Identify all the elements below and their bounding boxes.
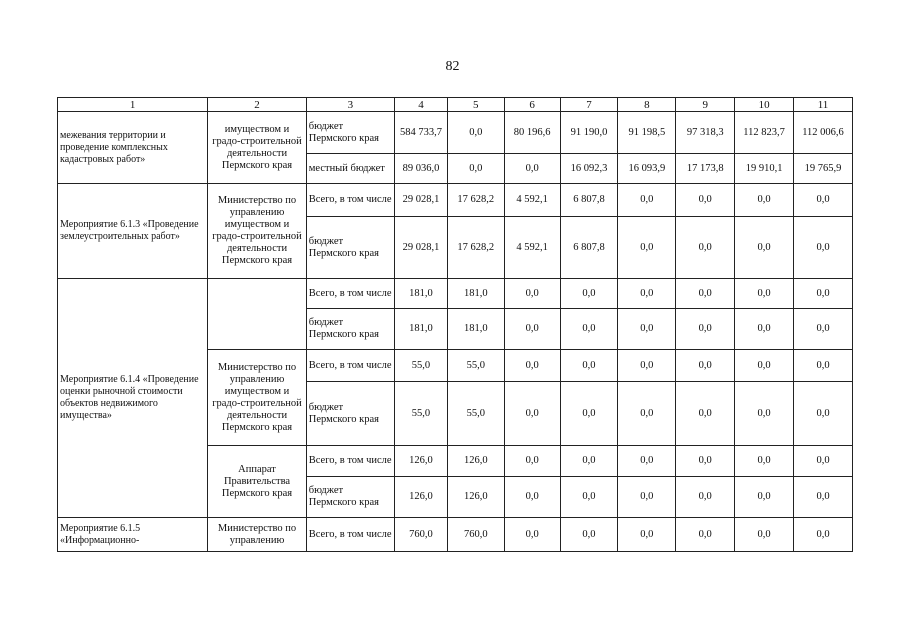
value-cell: 0,0: [504, 446, 560, 477]
column-header: 11: [794, 98, 853, 112]
value-cell: 181,0: [447, 309, 504, 350]
value-cell: 0,0: [618, 382, 676, 446]
value-cell: 0,0: [735, 279, 794, 309]
executor-name: [208, 279, 306, 350]
value-cell: 19 765,9: [794, 154, 853, 184]
value-cell: 0,0: [794, 518, 853, 552]
value-cell: 0,0: [618, 184, 676, 217]
value-cell: 181,0: [395, 279, 448, 309]
value-cell: 0,0: [560, 477, 618, 518]
value-cell: 0,0: [504, 350, 560, 382]
value-cell: 19 910,1: [735, 154, 794, 184]
value-cell: 0,0: [504, 279, 560, 309]
value-cell: 0,0: [618, 309, 676, 350]
value-cell: 16 093,9: [618, 154, 676, 184]
value-cell: 0,0: [618, 446, 676, 477]
value-cell: 6 807,8: [560, 184, 618, 217]
column-header: 3: [306, 98, 394, 112]
value-cell: 0,0: [618, 279, 676, 309]
funding-source: Всего, в том числе: [306, 518, 394, 552]
header-row: [58, 98, 853, 112]
value-cell: 4 592,1: [504, 184, 560, 217]
table-row: [58, 279, 853, 309]
funding-source: Всего, в том числе: [306, 279, 394, 309]
value-cell: 0,0: [676, 382, 735, 446]
value-cell: 0,0: [794, 309, 853, 350]
value-cell: 0,0: [504, 382, 560, 446]
value-cell: 80 196,6: [504, 112, 560, 154]
funding-source: Всего, в том числе: [306, 184, 394, 217]
value-cell: 0,0: [794, 184, 853, 217]
value-cell: 29 028,1: [395, 184, 448, 217]
value-cell: 0,0: [735, 518, 794, 552]
value-cell: 17 628,2: [447, 217, 504, 279]
funding-source: местный бюджет: [306, 154, 394, 184]
value-cell: 55,0: [447, 350, 504, 382]
value-cell: 0,0: [618, 477, 676, 518]
column-header: 6: [504, 98, 560, 112]
funding-source: Всего, в том числе: [306, 446, 394, 477]
value-cell: 0,0: [794, 217, 853, 279]
value-cell: 760,0: [447, 518, 504, 552]
value-cell: 760,0: [395, 518, 448, 552]
value-cell: 584 733,7: [395, 112, 448, 154]
value-cell: 126,0: [447, 446, 504, 477]
value-cell: 126,0: [395, 446, 448, 477]
value-cell: 0,0: [676, 477, 735, 518]
value-cell: 0,0: [794, 279, 853, 309]
value-cell: 29 028,1: [395, 217, 448, 279]
column-header: 8: [618, 98, 676, 112]
executor-name: Министерство по управлению имуществом и градо-строительной деятельности Пермского края: [208, 184, 306, 279]
value-cell: 55,0: [395, 350, 448, 382]
column-header: 7: [560, 98, 618, 112]
table-row: [58, 518, 853, 552]
value-cell: 0,0: [676, 309, 735, 350]
value-cell: 17 628,2: [447, 184, 504, 217]
value-cell: 0,0: [735, 184, 794, 217]
value-cell: 0,0: [447, 112, 504, 154]
value-cell: 0,0: [447, 154, 504, 184]
value-cell: 17 173,8: [676, 154, 735, 184]
executor-name: Министерство по управлению: [208, 518, 306, 552]
value-cell: 0,0: [560, 309, 618, 350]
value-cell: 0,0: [676, 350, 735, 382]
value-cell: 0,0: [618, 350, 676, 382]
column-header: 2: [208, 98, 306, 112]
funding-source: бюджет Пермского края: [306, 112, 394, 154]
funding-source: бюджет Пермского края: [306, 382, 394, 446]
value-cell: 0,0: [735, 446, 794, 477]
value-cell: 0,0: [676, 217, 735, 279]
value-cell: 0,0: [560, 518, 618, 552]
value-cell: 55,0: [447, 382, 504, 446]
value-cell: 89 036,0: [395, 154, 448, 184]
activity-name: Мероприятие 6.1.4 «Проведение оценки рыночной стоимости объектов недвижимого имущества»: [58, 279, 208, 518]
activity-name: Мероприятие 6.1.3 «Проведение землеустроительных работ»: [58, 184, 208, 279]
value-cell: 0,0: [618, 518, 676, 552]
value-cell: 0,0: [560, 350, 618, 382]
value-cell: 55,0: [395, 382, 448, 446]
funding-source: бюджет Пермского края: [306, 217, 394, 279]
value-cell: 4 592,1: [504, 217, 560, 279]
value-cell: 0,0: [794, 382, 853, 446]
value-cell: 181,0: [447, 279, 504, 309]
funding-source: Всего, в том числе: [306, 350, 394, 382]
funding-source: бюджет Пермского края: [306, 477, 394, 518]
value-cell: 0,0: [735, 477, 794, 518]
column-header: 4: [395, 98, 448, 112]
value-cell: 112 006,6: [794, 112, 853, 154]
value-cell: 0,0: [560, 446, 618, 477]
column-header: 9: [676, 98, 735, 112]
value-cell: 0,0: [676, 279, 735, 309]
activity-name: Мероприятие 6.1.5 «Информационно-: [58, 518, 208, 552]
value-cell: 0,0: [735, 309, 794, 350]
value-cell: 0,0: [794, 350, 853, 382]
value-cell: 0,0: [504, 477, 560, 518]
value-cell: 0,0: [676, 446, 735, 477]
value-cell: 112 823,7: [735, 112, 794, 154]
table-row: [58, 184, 853, 217]
executor-name: Аппарат Правительства Пермского края: [208, 446, 306, 518]
value-cell: 181,0: [395, 309, 448, 350]
value-cell: 0,0: [676, 518, 735, 552]
value-cell: 0,0: [735, 217, 794, 279]
value-cell: 0,0: [735, 382, 794, 446]
value-cell: 16 092,3: [560, 154, 618, 184]
column-header: 10: [735, 98, 794, 112]
value-cell: 0,0: [560, 279, 618, 309]
executor-name: Министерство по управлению имуществом и градо-строительной деятельности Пермского края: [208, 350, 306, 446]
value-cell: 0,0: [504, 154, 560, 184]
value-cell: 91 198,5: [618, 112, 676, 154]
activity-name: межевания территории и проведение комплексных кадастровых работ»: [58, 112, 208, 184]
value-cell: 0,0: [794, 477, 853, 518]
table-row: [58, 112, 853, 154]
column-header: 1: [58, 98, 208, 112]
budget-table: [57, 97, 853, 552]
value-cell: 0,0: [794, 446, 853, 477]
value-cell: 6 807,8: [560, 217, 618, 279]
value-cell: 0,0: [504, 309, 560, 350]
value-cell: 97 318,3: [676, 112, 735, 154]
value-cell: 126,0: [395, 477, 448, 518]
column-header: 5: [447, 98, 504, 112]
value-cell: 0,0: [504, 518, 560, 552]
value-cell: 0,0: [676, 184, 735, 217]
value-cell: 91 190,0: [560, 112, 618, 154]
funding-source: бюджет Пермского края: [306, 309, 394, 350]
value-cell: 0,0: [618, 217, 676, 279]
value-cell: 126,0: [447, 477, 504, 518]
executor-name: имуществом и градо-строительной деятельности Пермского края: [208, 112, 306, 184]
page-number: 82: [445, 59, 460, 74]
value-cell: 0,0: [735, 350, 794, 382]
value-cell: 0,0: [560, 382, 618, 446]
